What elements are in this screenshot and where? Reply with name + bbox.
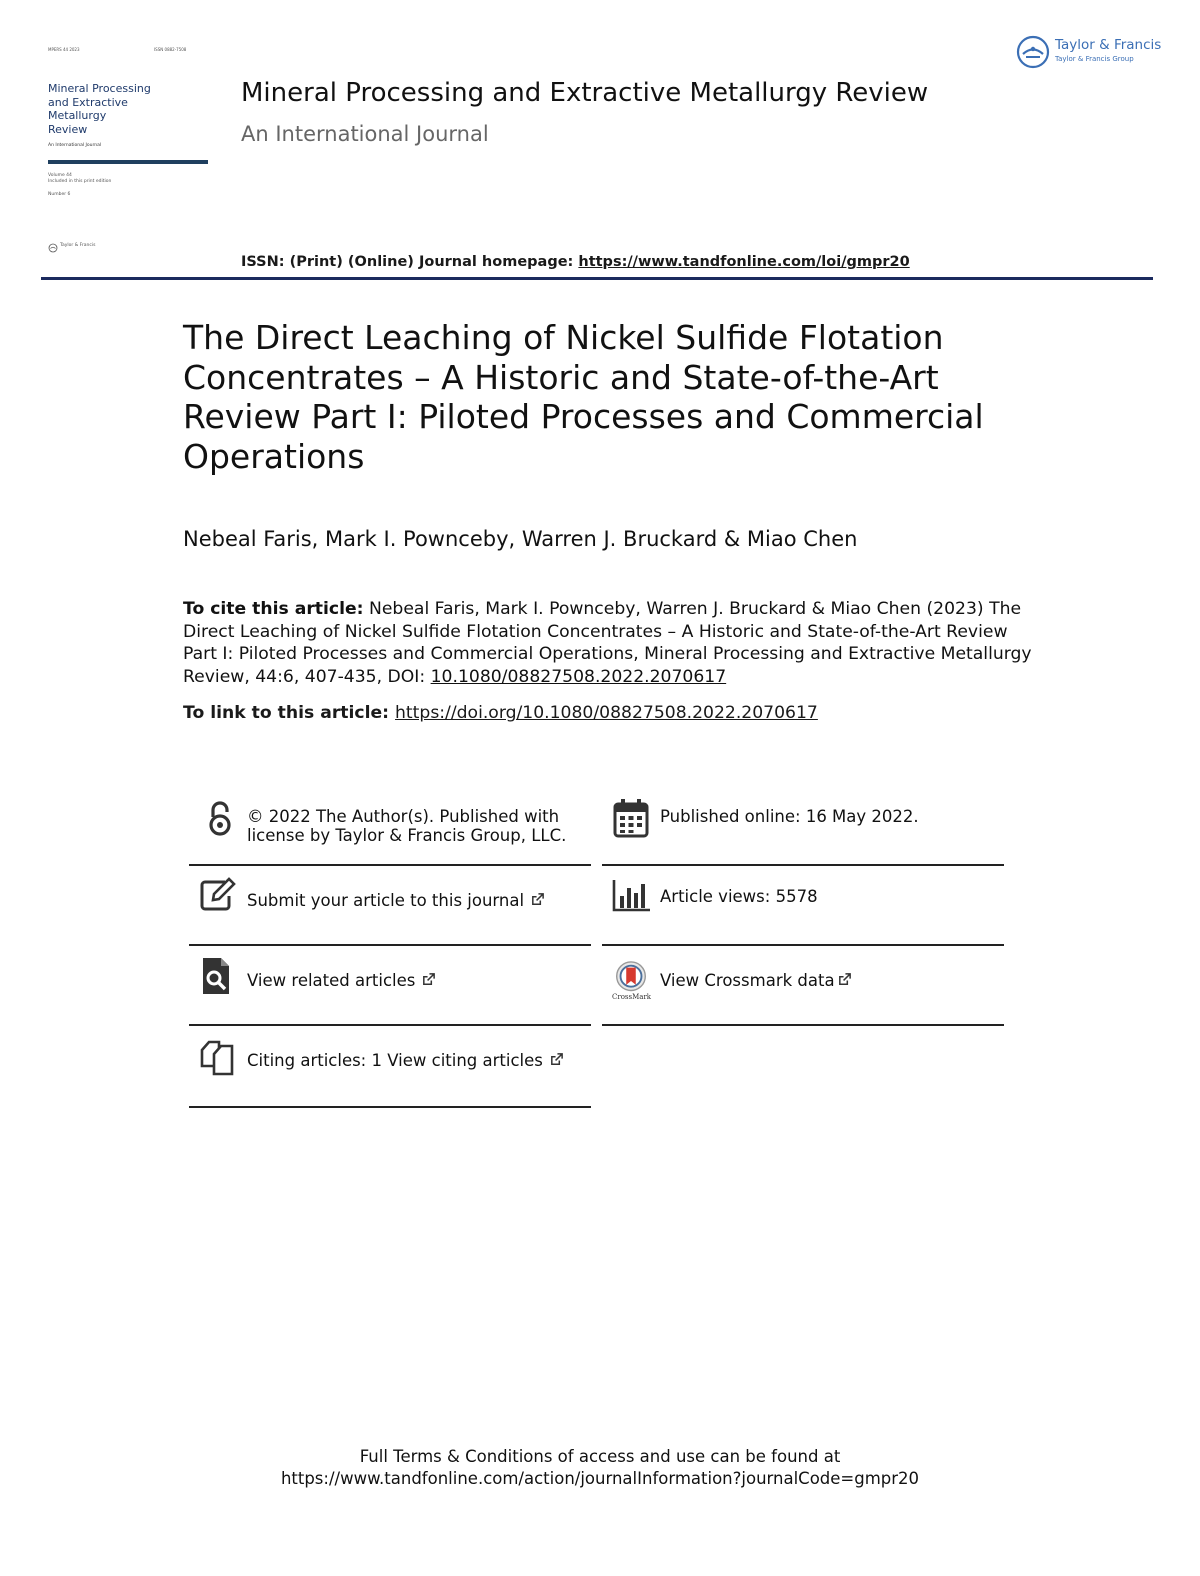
cover-code-right: ISSN 0882-7508 [154,47,187,52]
issn-line [241,254,910,270]
edit-icon [199,876,237,916]
footer-terms-url[interactable]: https://www.tandfonline.com/action/journalInformation?journalCode=gmpr20 [280,1469,920,1488]
issn-text: ISSN: (Print) (Online) Journal homepage: [241,254,579,270]
journal-cover-thumbnail [42,40,208,260]
published-date: Published online: 16 May 2022. [660,807,919,826]
external-link-icon [421,972,436,987]
publisher-group: Taylor & Francis Group [1055,55,1134,63]
submit-article-link[interactable] [247,891,545,910]
article-doi-url[interactable]: https://doi.org/10.1080/08827508.2022.2070617 [395,703,818,723]
external-link-icon [549,1052,564,1067]
citation-block [183,598,1043,688]
external-link-icon [530,892,545,907]
footer-terms-text: Full Terms & Conditions of access and use can be found at [359,1447,841,1466]
cover-title-line: Review [48,122,88,136]
document-search-icon [199,956,237,996]
citing-documents-icon [199,1038,237,1078]
cover-number: Number 6 [48,192,71,197]
cover-title-line: Metallurgy [48,109,107,122]
bar-chart-icon [612,876,650,916]
article-views-cell [602,866,1004,946]
cite-label: To cite this article: [183,599,364,619]
related-articles-cell[interactable] [189,946,591,1026]
related-articles-label: View related articles [247,971,416,990]
taylor-francis-logo[interactable] [1015,34,1160,70]
open-access-icon [199,800,237,840]
journal-subtitle: An International Journal [241,122,489,146]
journal-homepage-link[interactable]: https://www.tandfonline.com/loi/gmpr20 [578,254,910,270]
article-title: The Direct Leaching of Nickel Sulfide Flotation Concentrates – A Historic and State-of-the-Art Review Part I: Piloted Processes and Commercial Operations [183,318,984,476]
published-cell [602,796,1004,866]
publisher-logo-icon [1016,35,1050,69]
citing-articles-cell[interactable] [189,1026,591,1108]
related-articles-link[interactable] [247,971,436,990]
journal-title: Mineral Processing and Extractive Metallurgy Review [241,78,929,108]
license-line: license by Taylor & Francis Group, LLC. [247,826,567,845]
doi-link[interactable]: 10.1080/08827508.2022.2070617 [430,666,727,687]
crossmark-badge-text: CrossMark [612,993,652,1001]
submit-article-label: Submit your article to this journal [247,891,525,910]
link-label: To link to this article: [183,703,390,723]
article-views: Article views: 5578 [660,887,818,906]
license-text [247,807,566,845]
cover-subtitle: An International Journal [48,143,102,148]
submit-article-cell[interactable] [189,866,591,946]
calendar-icon [612,798,650,838]
citing-articles-label: Citing articles: 1 View citing articles [247,1051,543,1070]
cover-divider [48,160,208,164]
cover-title [48,82,151,136]
cover-code-left: MPERS 44 2023 [48,47,80,52]
crossmark-link[interactable] [660,971,852,990]
header-divider [41,277,1153,280]
terms-footer [0,1446,1200,1490]
external-link-icon [837,972,852,987]
cover-title-line: Mineral Processing [48,82,151,95]
cover-title-line: and Extractive [48,95,128,109]
license-line: © 2022 The Author(s). Published with [247,807,560,826]
cover-publisher-logo [48,242,108,254]
article-authors: Nebeal Faris, Mark I. Pownceby, Warren J. Bruckard & Miao Chen [183,527,858,551]
cover-included-text: Included in this print edition [48,179,112,184]
cover-publisher-name: Taylor & Francis [60,243,96,248]
article-link-line [183,703,818,723]
license-cell [189,796,591,866]
crossmark-label: View Crossmark data [660,971,835,990]
citing-articles-link[interactable] [247,1051,564,1070]
publisher-name: Taylor & Francis [1055,37,1162,53]
crossmark-cell[interactable] [602,946,1004,1026]
cover-volume-text: Volume 44 [48,173,72,178]
cover-volume [48,173,111,185]
cite-text: Nebeal Faris, Mark I. Pownceby, Warren J. Bruckard & Miao Chen (2023) The Direct Leaching of Nickel Sulfide Flotation Concentrates – A Historic and State-of-the-Art Review Part I: Piloted Processes and Commercial Operations, Mineral Processing and Extractive Metallurgy Review, 44:6, 407-435, DOI: [183,599,1032,687]
